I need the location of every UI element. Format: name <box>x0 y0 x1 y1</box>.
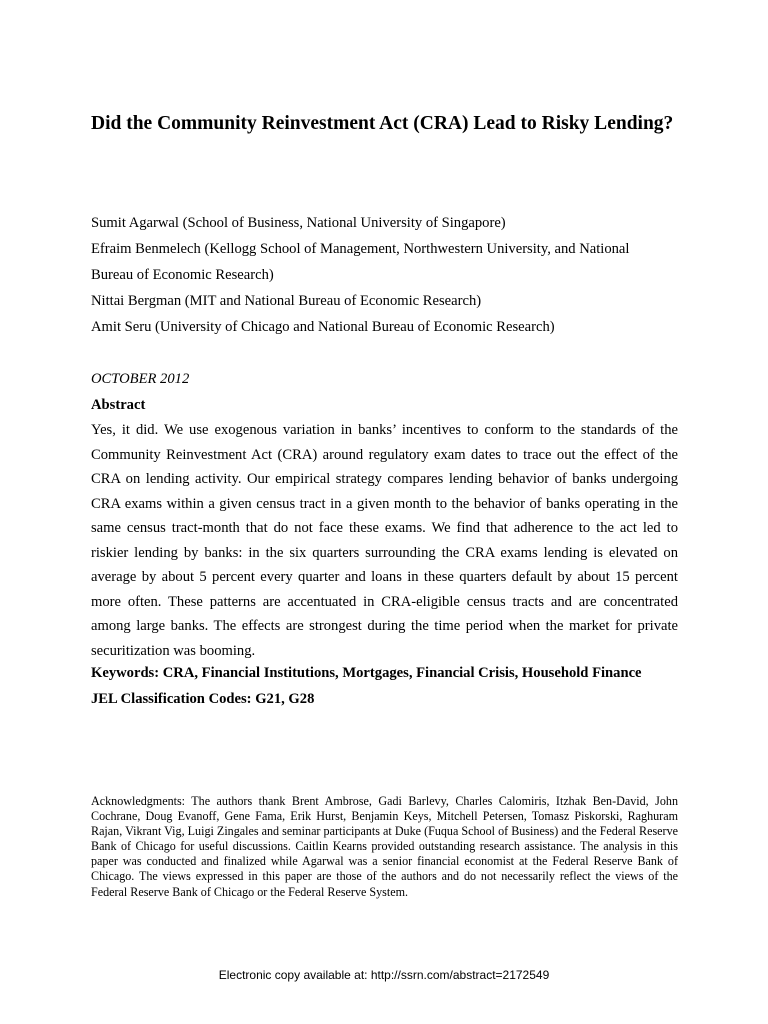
author-line: Efraim Benmelech (Kellogg School of Management, Northwestern University, and National <box>91 241 630 257</box>
author-line: Sumit Agarwal (School of Business, National University of Singapore) <box>91 215 506 231</box>
acknowledgments: Acknowledgments: The authors thank Brent Ambrose, Gadi Barlevy, Charles Calomiris, Itzhak Ben-David, John Cochrane, Doug Evanoff, Gene Fama, Erik Hurst, Benjamin Keys, Mitchell Petersen, Tomasz Piskorski, Raghuram Rajan, Vikrant Vig, Luigi Zingales and seminar participants at Duke (Fuqua School of Business) and the Federal Reserve Bank of Chicago for useful discussions. Caitlin Kearns provided outstanding research assistance. The analysis in this paper was conducted and finalized while Agarwal was a senior financial economist at the Federal Reserve Bank of Chicago. The views expressed in this paper are those of the authors and do not necessarily reflect the views of the Federal Reserve Bank of Chicago or the Federal Reserve System. <box>91 794 678 899</box>
author-line: Amit Seru (University of Chicago and National Bureau of Economic Research) <box>91 319 555 335</box>
abstract-heading: Abstract <box>91 397 146 413</box>
publication-date: OCTOBER 2012 <box>91 371 190 387</box>
ssrn-footer-link[interactable]: Electronic copy available at: http://ssrn.com/abstract=2172549 <box>218 968 550 982</box>
keywords-block <box>91 660 691 712</box>
paper-title: Did the Community Reinvestment Act (CRA) Lead to Risky Lending? <box>91 113 674 134</box>
author-line: Nittai Bergman (MIT and National Bureau of Economic Research) <box>91 293 482 309</box>
author-line: Bureau of Economic Research) <box>91 267 274 283</box>
abstract-text: Yes, it did. We use exogenous variation in banks’ incentives to conform to the standards of the Community Reinvestment Act (CRA) around regulatory exam dates to trace out the effect of the CRA on lending activity. Our empirical strategy compares lending behavior of banks undergoing CRA exams within a given census tract in a given month to the behavior of banks operating in the same census tract-month that do not face these exams. We find that adherence to the act led to riskier lending by banks: in the six quarters surrounding the CRA exams lending is elevated on average by about 5 percent every quarter and loans in these quarters default by about 15 percent more often. These patterns are accentuated in CRA-eligible census tracts and are concentrated among large banks. The effects are strongest during the time period when the market for private securitization was booming. <box>91 422 678 659</box>
author-list <box>91 210 691 340</box>
keywords-line: Keywords: CRA, Financial Institutions, Mortgages, Financial Crisis, Household Finance <box>91 665 642 681</box>
jel-codes-line: JEL Classification Codes: G21, G28 <box>91 691 315 707</box>
